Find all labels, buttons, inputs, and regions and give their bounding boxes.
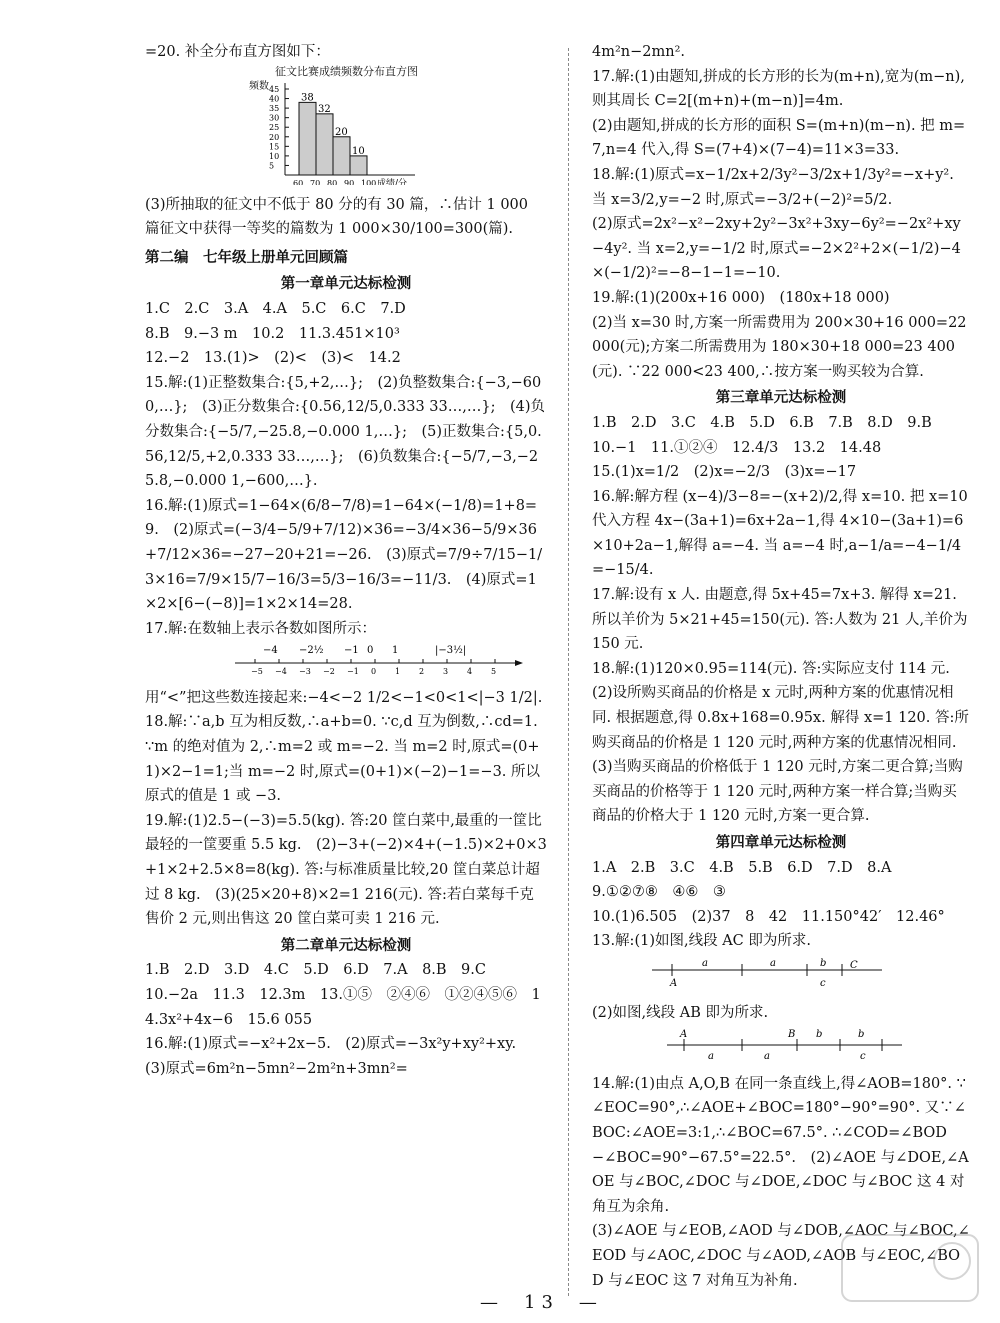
ch2-title: 第二章单元达标检测 xyxy=(280,936,412,954)
ch1-title: 第一章单元达标检测 xyxy=(280,275,412,293)
number-line-figure xyxy=(145,643,547,675)
ch3-title: 第三章单元达标检测 xyxy=(715,389,847,407)
nl-tick-label: 2 xyxy=(419,667,425,676)
segment-figure-2 xyxy=(592,1027,970,1061)
hist-xtick-label: 60 xyxy=(293,178,304,185)
nl-tick-label: 5 xyxy=(491,667,497,676)
ch4-line-1: 1.A 2.B 3.C 4.B 5.B 6.D 7.D 8.A xyxy=(592,859,892,876)
ch2-q16: 16.解:(1)原式=−x²+2x−5. (2)原式=−3x²y+xy²+xy. (3)原式=6m²n−5mn²−2m²n+3mn²= xyxy=(145,1036,531,1077)
answer-p3: (3)所抽取的征文中不低于 80 分的有 30 篇，∴估计 1 000 篇征文中获得一等奖的篇数为 1 000×30/100=300(篇). xyxy=(145,196,528,238)
nl-tick-label: 0 xyxy=(371,667,377,676)
nl-label-3: −1 xyxy=(344,645,359,657)
ch2-q17: 17.解:(1)由题知,拼成的长方形的长为(m+n),宽为(m−n),则其周长 C=2[(m+n)+(m−n)]=4m. xyxy=(592,68,965,110)
ch3-line-3: 15.(1)x=1/2 (2)x=−2/3 (3)x=−17 xyxy=(592,464,857,481)
fig1-label-A: A xyxy=(670,977,678,989)
nl-tick-label: −1 xyxy=(347,667,359,676)
ch2-q19: 19.解:(1)(200x+16 000) (180x+18 000) xyxy=(592,289,890,306)
right-continued: 4m²n−2mn². xyxy=(592,44,686,60)
fig2-label-a1: a xyxy=(708,1051,714,1062)
ch2-q18: 18.解:(1)原式=x−1/2x+2/3y²−3/2x+1/3y²=−x+y². 当 x=3/2,y=−2 时,原式=−3/2+(−2)²=5/2. xyxy=(592,166,954,208)
nl-tick-label: 1 xyxy=(395,667,401,676)
ch2-q19-2: (2)当 x=30 时,方案一所需费用为 200×30+16 000=22 000(元);方案二所需费用为 180×30+18 000=23 400(元). ∵22 000<23 400,∴按方案一购买较为合算. xyxy=(592,314,967,380)
ch3-q18: 18.解:(1)120×0.95=114(元). 答:实际应支付 114 元. (2)设所购买商品的价格是 x 元时,两种方案的优惠情况相同. 根据题意,得 0.8x+168=0.95x. 解得 x=1 120. 答:所购买商品的价格是 1 120 元时,两种方案的优惠情况相同. (3)当购买商品的价格低于 1 120 元时,方案二更合算;当购买商品的价格等于 1 120 元时,两种方案一样合算;当购买商品的价格大于 1 120 元时,方案一更合算. xyxy=(592,660,971,825)
ch1-q17-result: 用“<”把这些数连接起来:−4<−2 1/2<−1<0<1<|−3 1/2|. xyxy=(145,689,543,706)
hist-ytick-label: 45 xyxy=(269,84,280,94)
hist-data-label: 10 xyxy=(352,145,365,157)
ch4-q14-3: (3)∠AOE 与∠EOB,∠AOD 与∠DOB,∠AOC 与∠BOC,∠EOD 与∠AOC,∠DOC 与∠AOD,∠AOB 与∠EOC,∠BOD 与∠EOC 这 7 对角互为补角. xyxy=(592,1223,970,1289)
nl-tick-label: −4 xyxy=(275,667,287,676)
nl-label-6: |−3½| xyxy=(435,645,467,657)
ch1-line-3: 12.−2 13.(1)> (2)< (3)< 14.2 xyxy=(145,350,401,367)
nl-label-5: 1 xyxy=(392,645,399,657)
left-column xyxy=(145,40,547,1081)
hist-ytick-label: 10 xyxy=(269,151,280,161)
hist-ytick-label: 20 xyxy=(269,132,280,142)
ch1-q17: 17.解:在数轴上表示各数如图所示： xyxy=(145,620,376,637)
ch4-title: 第四章单元达标检测 xyxy=(715,834,847,851)
hist-ylabel: 频数 xyxy=(249,80,269,92)
page-number: — 13 — xyxy=(480,1292,603,1313)
nl-tick-label: −5 xyxy=(251,667,263,676)
right-column xyxy=(592,40,970,1293)
histogram-title: 征文比赛成绩频数分布直方图 xyxy=(275,64,418,78)
fig1-label-a1: a xyxy=(702,957,708,969)
hist-xtick-label: 70 xyxy=(310,178,321,185)
intro-line: =20. 补全分布直方图如下： xyxy=(145,44,330,60)
nl-label-1: −4 xyxy=(263,645,278,657)
ch2-q17-2: (2)由题知,拼成的长方形的面积 S=(m+n)(m−n). 把 m=7,n=4 代入,得 S=(7+4)×(7−4)=11×3=33. xyxy=(592,117,966,159)
hist-data-label: 20 xyxy=(335,126,348,138)
hist-ytick-label: 30 xyxy=(269,113,280,123)
hist-ytick-label: 5 xyxy=(269,161,275,171)
ch1-q19: 19.解:(1)2.5−(−3)=5.5(kg). 答:20 筐白菜中,最重的一筐比最轻的一筐要重 5.5 kg. (2)−3+(−2)×4+(−1.5)×2+0×3+1×2+2.5×8=8(kg). 答:与标准质量比较,20 筐白菜总计超过 8 kg. (3)(25×20+8)×2=1 216(元). 答:若白菜每千克售价 2 元,则出售这 20 筐白菜可卖 1 216 元. xyxy=(145,812,547,928)
histogram xyxy=(245,65,545,185)
ch1-q18: 18.解:∵a,b 互为相反数,∴a+b=0. ∵c,d 互为倒数,∴cd=1. ∵m 的绝对值为 2,∴m=2 或 m=−2. 当 m=2 时,原式=(0+1)×2−1=1;当 m=−2 时,原式=(0+1)×(−2)−1=−3. 所以原式的值是 1 或 −3. xyxy=(145,714,541,805)
histogram-svg xyxy=(245,79,545,185)
nl-tick-label: 3 xyxy=(443,667,449,676)
hist-bar xyxy=(299,102,316,175)
ch4-line-2: 9.①②⑦⑧ ④⑥ ③ xyxy=(592,884,726,901)
ch4-q14: 14.解:(1)由点 A,O,B 在同一条直线上,得∠AOB=180°. ∵∠EOC=90°,∴∠AOE+∠BOC=180°−90°=90°. 又∵∠BOC:∠AOE=3:1,∴∠BOC=67.5°. ∴∠COD=∠BOD−∠BOC=90°−67.5°=22.5°. (2)∠AOE 与∠DOE,∠AOE 与∠BOC,∠DOC 与∠DOE,∠DOC 与∠BOC 这 4 对角互为余角. xyxy=(592,1075,969,1215)
ch3-line-2: 10.−1 11.①②④ 12.4/3 13.2 14.48 xyxy=(592,439,882,456)
fig1-label-c: c xyxy=(820,977,826,989)
ch4-q13: 13.解:(1)如图,线段 AC 即为所求. xyxy=(592,933,811,950)
ch3-line-1: 1.B 2.D 3.C 4.B 5.D 6.B 7.B 8.D 9.B xyxy=(592,414,932,431)
hist-ytick-label: 40 xyxy=(269,94,280,104)
fig1-label-b: b xyxy=(820,957,827,969)
hist-xtick-label: 100 xyxy=(361,178,377,185)
fig2-label-a2: a xyxy=(764,1051,770,1062)
page-number-value: 13 xyxy=(524,1292,559,1313)
nl-tick-label: −3 xyxy=(299,667,311,676)
ch3-q16: 16.解:解方程 (x−4)/3−8=−(x+2)/2,得 x=10. 把 x=10 代入方程 4x−(3a+1)=6x+2a−1,得 4×10−(3a+1)=6×10+2a−1,解得 a=−4. 当 a=−4 时,a−1/a=−4−1/4=−15/4. xyxy=(592,488,968,579)
fig2-label-A: A xyxy=(680,1029,688,1041)
hist-xlabel: 成绩/分 xyxy=(377,178,408,185)
hist-bar xyxy=(333,136,350,174)
ch2-q18-2: (2)原式=2x²−x²−2xy+2y²−3x²+3xy−6y²=−2x²+xy−4y². 当 x=2,y=−1/2 时,原式=−2×2²+2×(−1/2)−4×(−1/2)²=−8−1−1=−10. xyxy=(592,216,961,282)
segment-figure-1 xyxy=(592,956,970,990)
hist-data-label: 32 xyxy=(318,103,331,115)
ch2-line-2: 10.−2a 11.3 12.3m 13.①⑤ ②④⑥ ①②④⑤⑥ 14.3x²+4x−6 15.6 055 xyxy=(145,987,541,1028)
nl-label-2: −2½ xyxy=(299,645,324,657)
hist-xtick-label: 80 xyxy=(327,178,338,185)
hist-bar xyxy=(316,113,333,174)
ch1-line-2: 8.B 9.−3 m 10.2 11.3.451×10³ xyxy=(145,325,400,342)
column-divider xyxy=(568,48,569,1296)
hist-data-label: 38 xyxy=(301,91,314,103)
hist-ytick-label: 35 xyxy=(269,103,280,113)
fig2-label-B: B xyxy=(788,1029,796,1041)
watermark-logo xyxy=(840,1233,980,1303)
number-line-arrow xyxy=(515,660,523,666)
fig1-label-a2: a xyxy=(770,957,776,969)
ch1-line-1: 1.C 2.C 3.A 4.A 5.C 6.C 7.D xyxy=(145,300,406,317)
hist-ytick-label: 25 xyxy=(269,122,280,132)
hist-xtick-label: 90 xyxy=(344,178,355,185)
nl-tick-label: −2 xyxy=(323,667,335,676)
fig2-label-b1: b xyxy=(816,1029,823,1041)
fig1-label-C: C xyxy=(850,959,858,971)
ch2-line-1: 1.B 2.D 3.D 4.C 5.D 6.D 7.A 8.B 9.C xyxy=(145,962,486,979)
ch3-q17: 17.解:设有 x 人. 由题意,得 5x+45=7x+3. 解得 x=21. 所以羊价为 5×21+45=150(元). 答:人数为 21 人,羊价为 150 元. xyxy=(592,587,968,653)
ch4-q13-2: (2)如图,线段 AB 即为所求. xyxy=(592,1004,769,1021)
hist-bar xyxy=(350,155,367,174)
ch1-q16: 16.解:(1)原式=1−64×(6/8−7/8)=1−64×(−1/8)=1+8=9. (2)原式=(−3/4−5/9+7/12)×36=−3/4×36−5/9×36+7/12×36=−27−20+21=−26. (3)原式=7/9÷7/15−1/3×16=7/9×15/7−16/3=5/3−16/3=−11/3. (4)原式=1×2×[6−(−8)]=1×2×14=28. xyxy=(145,497,543,613)
nl-label-4: 0 xyxy=(367,645,374,657)
nl-tick-label: 4 xyxy=(467,667,473,676)
fig2-label-b2: b xyxy=(858,1029,865,1041)
section-title: 第二编 七年级上册单元回顾篇 xyxy=(145,248,348,266)
fig2-label-c: c xyxy=(860,1051,866,1062)
ch1-q15: 15.解:(1)正整数集合:{5,+2,…}; (2)负整数集合:{−3,−600,…}; (3)正分数集合:{0.56,12/5,0.333 33…,…}; (4)负分数集合:{−5/7,−25.8,−0.000 1,…}; (5)正数集合:{5,0.56,12/5,+2,0.333 33…,…}; (6)负数集合:{−5/7,−3,−25.8,−0.000 1,−600,…}. xyxy=(145,374,545,490)
ch4-line-3: 10.(1)6.505 (2)37 8 42 11.150°42′ 12.46° xyxy=(592,908,945,925)
hist-ytick-label: 15 xyxy=(269,141,280,151)
